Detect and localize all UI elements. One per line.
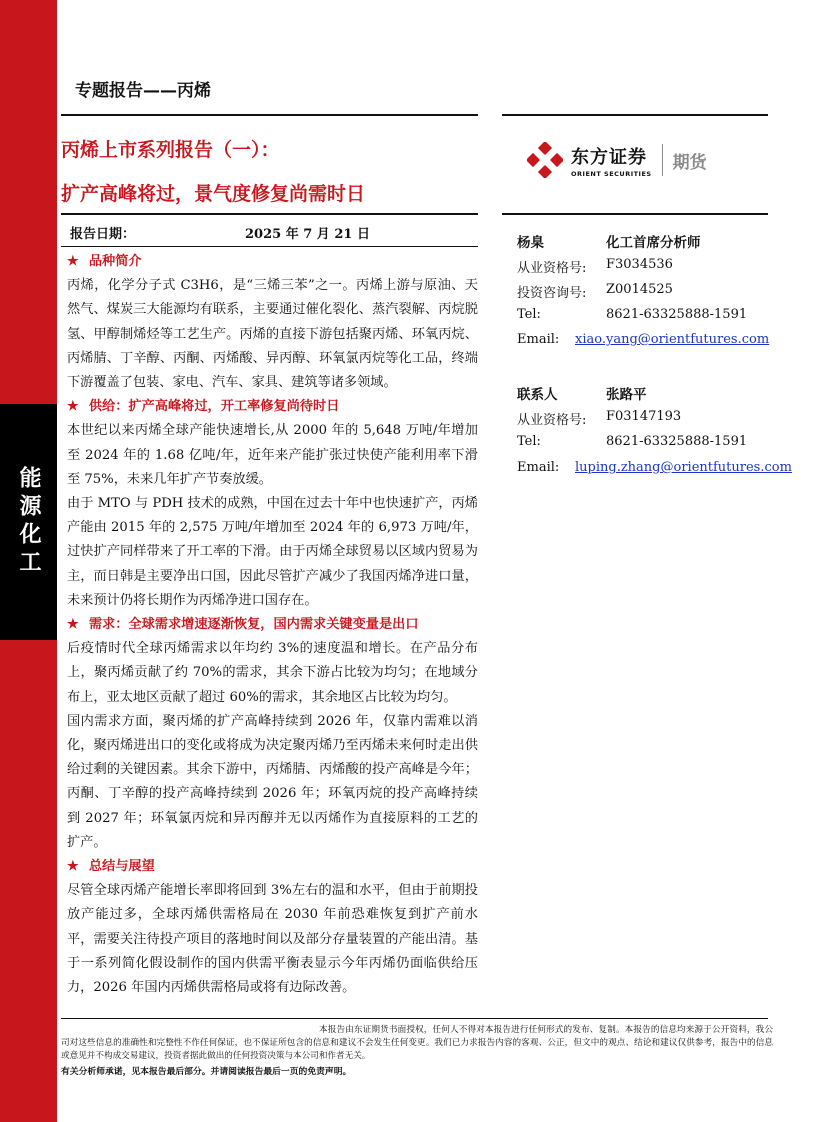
report-type: 专题报告——丙烯 bbox=[75, 81, 211, 101]
paragraph: 后疫情时代全球丙烯需求以年均约 3%的速度温和增长。在产品分布上，聚丙烯贡献了约 70%的需求，其余下游占比较为均匀；在地域分布上，亚太地区贡献了超过 60%的需求，其余地区占比较为均匀。 bbox=[67, 641, 478, 705]
logo-separator bbox=[662, 144, 663, 176]
analyst-license-label: 从业资格号: bbox=[517, 261, 587, 276]
analyst-advisory-value: Z0014525 bbox=[606, 282, 673, 297]
disclaimer-text: 本报告由东证期货书面授权，任何人不得对本报告进行任何形式的发布、复制。本报告的信息均来源于公开资料，我公司对这些信息的准确性和完整性不作任何保证，也不保证所包含的信息和建议不会发生任何变更。我们已力求报告内容的客观、公正，但文中的观点、结论和建议仅供参考，报告中的信息或意见并不构成交易建议，投资者据此做出的任何投资决策与本公司和作者无关。 bbox=[61, 1025, 773, 1061]
paragraph: 国内需求方面，聚丙烯的扩产高峰持续到 2026 年，仅靠内需难以消化，聚丙烯进出口的变化或将成为决定聚丙烯乃至丙烯未来何时走出供给过剩的关键因素。其余下游中，丙烯腈、丙烯酸的投产高峰是今年；丙酮、丁辛醇的投产高峰持续到 2026 年；环氧丙烷的投产高峰持续到 2027 年；环氧氯丙烷和异丙醇并无以丙烯作为直接原料的工艺的扩产。 bbox=[67, 713, 478, 850]
contact-license-label: 从业资格号: bbox=[517, 413, 587, 428]
section-supply bbox=[67, 395, 478, 613]
contact-email-link[interactable]: luping.zhang@orientfutures.com bbox=[575, 460, 792, 475]
company-logo bbox=[527, 140, 767, 180]
footer-rule bbox=[61, 1018, 768, 1019]
section-heading: 供给：扩产高峰将过，开工率修复尚待时日 bbox=[88, 399, 340, 415]
analyst-tel-value: 8621-63325888-1591 bbox=[606, 307, 748, 322]
star-icon: ★ bbox=[67, 859, 79, 875]
section-heading: 总结与展望 bbox=[88, 859, 155, 875]
logo-name-cn: 东方证券 bbox=[571, 146, 647, 168]
report-title-line2: 扩产高峰将过，景气度修复尚需时日 bbox=[61, 183, 366, 205]
section-intro bbox=[67, 250, 478, 395]
paragraph: 尽管全球丙烯产能增长率即将回到 3%左右的温和水平，但由于前期投放产能过多，全球丙烯供需格局在 2030 年前恐难恢复到扩产前水平，需要关注待投产项目的落地时间以及部分存量装置的产能出清。基于一系列简化假设制作的国内供需平衡表显示今年丙烯仍面临供给压力，2026 年国内丙烯供需格局或将有边际改善。 bbox=[67, 883, 478, 996]
contact-label: 联系人 bbox=[517, 387, 558, 403]
contact-name: 张路平 bbox=[606, 387, 647, 403]
header-rule-right bbox=[502, 114, 768, 116]
analyst-email-label: Email: bbox=[517, 332, 560, 347]
contact-license-value: F03147193 bbox=[606, 409, 682, 424]
report-date-label: 报告日期： bbox=[70, 227, 136, 242]
section-heading: 需求：全球需求增速逐渐恢复，国内需求关键变量是出口 bbox=[88, 617, 419, 633]
analyst-advisory-label: 投资咨询号: bbox=[517, 286, 587, 301]
analyst-name: 杨臬 bbox=[517, 235, 544, 251]
logo-name-en: ORIENT SECURITIES bbox=[571, 169, 652, 178]
paragraph: 丙烯，化学分子式 C3H6，是“三烯三苯”之一。丙烯上游与原油、天然气、煤炭三大能源均有联系，主要通过催化裂化、蒸汽裂解、丙烷脱氢、甲醇制烯烃等工艺生产。丙烯的直接下游包括聚丙烯、环氧丙烷、丙烯腈、丁辛醇、丙酮、丙烯酸、异丙醇、环氧氯丙烷等化工品，终端下游覆盖了包装、家电、汽车、家具、建筑等诸多领域。 bbox=[67, 278, 478, 391]
section-heading: 品种简介 bbox=[88, 254, 142, 269]
analyst-license-value: F3034536 bbox=[606, 257, 673, 272]
report-body bbox=[67, 250, 478, 1000]
report-title-line1: 丙烯上市系列报告（一）： bbox=[61, 139, 280, 161]
report-date-value: 2025 年 7 月 21 日 bbox=[245, 227, 370, 242]
analyst-commitment-note: 有关分析师承诺，见本报告最后部分。并请阅读报告最后一页的免责声明。 bbox=[61, 1067, 352, 1077]
sector-label: 能源化工 bbox=[16, 466, 41, 578]
star-icon: ★ bbox=[67, 617, 79, 633]
section-demand bbox=[67, 613, 478, 855]
sector-tab bbox=[0, 404, 57, 640]
date-rule-bottom bbox=[61, 246, 478, 247]
header-rule-left bbox=[61, 114, 478, 116]
orient-logo-icon bbox=[527, 142, 563, 178]
info-rule-top bbox=[502, 213, 768, 215]
contact-tel-value: 8621-63325888-1591 bbox=[606, 434, 748, 449]
analyst-tel-label: Tel: bbox=[517, 307, 541, 322]
analyst-title: 化工首席分析师 bbox=[606, 235, 701, 251]
contact-tel-label: Tel: bbox=[517, 434, 541, 449]
section-summary bbox=[67, 855, 478, 1000]
contact-email-label: Email: bbox=[517, 460, 560, 475]
date-rule-top bbox=[61, 213, 478, 215]
star-icon: ★ bbox=[67, 399, 79, 415]
analyst-email-link[interactable]: xiao.yang@orientfutures.com bbox=[575, 332, 770, 347]
paragraph: 本世纪以来丙烯全球产能快速增长,从 2000 年的 5,648 万吨/年增加至 2024 年的 1.68 亿吨/年，近年来产能扩张过快使产能利用率下滑至 75%，未来几年扩产节奏放缓。 bbox=[67, 423, 478, 487]
star-icon: ★ bbox=[67, 254, 79, 269]
logo-futures: 期货 bbox=[672, 152, 707, 173]
paragraph: 由于 MTO 与 PDH 技术的成熟，中国在过去十年中也快速扩产，丙烯产能由 2015 年的 2,575 万吨/年增加至 2024 年的 6,973 万吨/年，过快扩产同样带来了开工率的下滑。由于丙烯全球贸易以区域内贸易为主，而日韩是主要净出口国，因此尽管扩产减少了我国丙烯净进口量，未来预计仍将长期作为丙烯净进口国存在。 bbox=[67, 496, 478, 608]
